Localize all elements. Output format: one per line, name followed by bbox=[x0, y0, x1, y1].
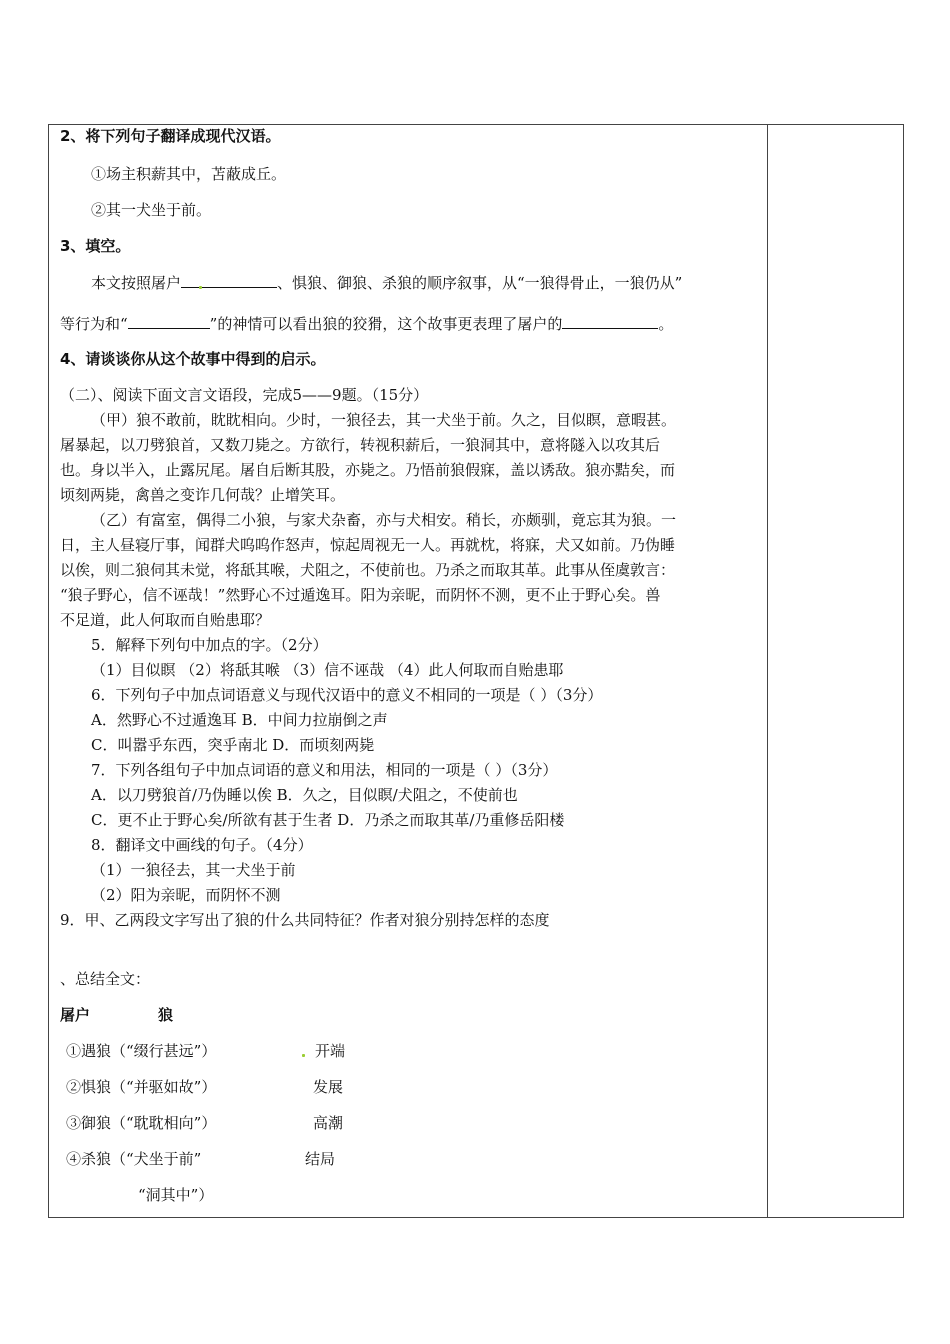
q3-title: 3、填空。 bbox=[60, 237, 131, 255]
column-divider bbox=[767, 125, 768, 1217]
q2-item-2: ②其一犬坐于前。 bbox=[91, 201, 212, 219]
q3-line2-c: 。 bbox=[658, 315, 674, 333]
summary-row-4-right: 结局 bbox=[305, 1150, 336, 1168]
q2-item-1: ①场主积薪其中，苫蔽成丘。 bbox=[91, 165, 287, 183]
yi-line-5: 不足道，此人何取而自贻患耶？ bbox=[60, 611, 271, 629]
q2-title: 2、将下列句子翻译成现代汉语。 bbox=[60, 127, 281, 145]
q3-line1-a: 本文按照屠户 bbox=[91, 274, 182, 292]
jia-line-1: （甲）狼不敢前，眈眈相向。少时，一狼径去，其一犬坐于前。久之，目似瞑，意暇甚。 bbox=[91, 411, 677, 429]
q4-title: 4、请谈谈你从这个故事中得到的启示。 bbox=[60, 350, 326, 368]
yi-line-2: 日，主人昼寝厅事，闻群犬呜呜作怒声，惊起周视无一人。再就枕，将寐，犬又如前。乃伪睡 bbox=[60, 536, 676, 554]
summary-row-3-right: 高潮 bbox=[313, 1114, 344, 1132]
q3-line2-b: ”的神情可以看出狼的狡猾，这个故事更表理了屠户的 bbox=[209, 315, 563, 333]
q3-line1-b: 、惧狼、御狼、杀狼的顺序叙事，从“一狼得骨止，一狼仍从” bbox=[277, 274, 683, 292]
jia-line-4: 顷刻两毙，禽兽之变诈几何哉？止增笑耳。 bbox=[60, 486, 346, 504]
q3-blank-2 bbox=[128, 314, 210, 329]
q7-title: 7．下列各组句子中加点词语的意义和用法，相同的一项是（ ）（3分） bbox=[91, 761, 558, 779]
summary-title: 、总结全文： bbox=[60, 970, 151, 988]
green-mark bbox=[199, 286, 202, 289]
reading-intro: （二）、阅读下面文言文语段，完成5——9题。（15分） bbox=[60, 386, 429, 404]
q8-item-2: （2）阳为亲昵，而阴怀不测 bbox=[91, 886, 281, 904]
yi-line-3: 以俟，则二狼伺其未觉，将舐其喉，犬阻之，不使前也。乃杀之而取其革。此事从侄虞敦言： bbox=[60, 561, 676, 579]
q3-line-2 bbox=[60, 314, 673, 333]
summary-col-tuhu: 屠户 bbox=[60, 1006, 91, 1024]
summary-row-2-right: 发展 bbox=[313, 1078, 344, 1096]
yi-line-4: “狼子野心，信不诬哉！”然野心不过遁逸耳。阳为亲昵，而阴怀不测，更不止于野心矣。兽 bbox=[60, 586, 661, 604]
summary-row-2-left: ②惧狼（“并驱如故”） bbox=[66, 1078, 217, 1096]
summary-row-4-left: ④杀狼（“犬坐于前” bbox=[66, 1150, 202, 1168]
q3-blank-1 bbox=[181, 273, 277, 288]
jia-line-3: 也。身以半入，止露尻尾。屠自后断其股，亦毙之。乃悟前狼假寐，盖以诱敌。狼亦黠矣，而 bbox=[60, 461, 676, 479]
q6-option-ab: A．然野心不过遁逸耳 B．中间力拉崩倒之声 bbox=[91, 711, 388, 729]
q7-option-cd: C．更不止于野心矣/所欲有甚于生者 D．乃杀之而取其革/乃重修岳阳楼 bbox=[91, 811, 565, 829]
jia-line-2: 屠暴起，以刀劈狼首，又数刀毙之。方欲行，转视积薪后，一狼洞其中，意将隧入以攻其后 bbox=[60, 436, 661, 454]
summary-col-lang: 狼 bbox=[158, 1006, 174, 1024]
q7-option-ab: A．以刀劈狼首/乃伪睡以俟 B．久之，目似瞑/犬阻之，不使前也 bbox=[91, 786, 518, 804]
yi-line-1: （乙）有富室，偶得二小狼，与家犬杂畜，亦与犬相安。稍长，亦颇驯，竟忘其为狼。一 bbox=[91, 511, 677, 529]
q3-blank-3 bbox=[562, 314, 658, 329]
summary-row-1-left: ①遇狼（“缀行甚远”） bbox=[66, 1042, 217, 1060]
q5-title: 5．解释下列句中加点的字。（2分） bbox=[91, 636, 328, 654]
summary-row-3-left: ③御狼（“耽耽相向”） bbox=[66, 1114, 217, 1132]
summary-row-1-right: 开端 bbox=[315, 1042, 346, 1060]
q8-title: 8．翻译文中画线的句子。（4分） bbox=[91, 836, 313, 854]
q5-items: （1）目似瞑 （2）将舐其喉 （3）信不诬哉 （4）此人何取而自贻患耶 bbox=[91, 661, 564, 679]
q9-title: 9．甲、乙两段文字写出了狼的什么共同特征？作者对狼分别持怎样的态度 bbox=[60, 911, 550, 929]
q6-option-cd: C．叫嚣乎东西，突乎南北 D．而顷刻两毙 bbox=[91, 736, 375, 754]
q3-line2-a: 等行为和“ bbox=[60, 315, 128, 333]
summary-extra: “洞其中”） bbox=[138, 1186, 214, 1204]
q3-line-1 bbox=[91, 273, 682, 292]
green-mark bbox=[302, 1054, 305, 1057]
q8-item-1: （1）一狼径去，其一犬坐于前 bbox=[91, 861, 296, 879]
q6-title: 6．下列句子中加点词语意义与现代汉语中的意义不相同的一项是（ ）（3分） bbox=[91, 686, 603, 704]
